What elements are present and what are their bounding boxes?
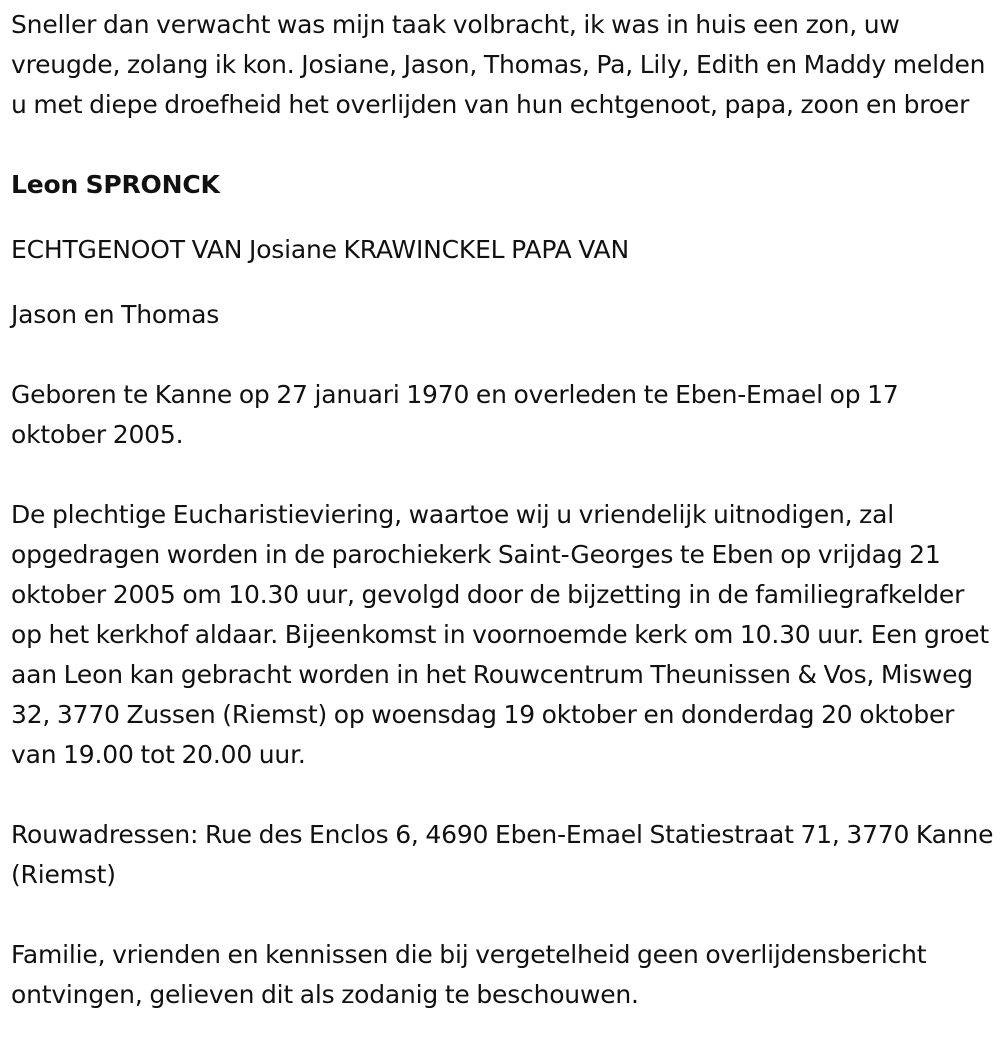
ceremony-paragraph: De plechtige Eucharistieviering, waartoe wij u vriendelijk uitnodigen, zal opgedragen worden in de parochiekerk Saint-Georges te Eben op vrijdag 21 oktober 2005 om 10.30 uur, gevolgd door de bijzetting in de familiegrafkelder op het kerkhof aldaar. Bijeenkomst in voornoemde kerk om 10.30 uur. Een groet aan Leon kan gebracht worden in het Rouwcentrum Theunissen & Vos, Misweg 32, 3770 Zussen (Riemst) op woensdag 19 oktober en donderdag 20 oktober van 19.00 tot 20.00 uur. <box>11 500 990 769</box>
children-line: Jason en Thomas <box>11 300 220 329</box>
birth-death-paragraph: Geboren te Kanne op 27 januari 1970 en overleden te Eben-Emael op 17 oktober 2005. <box>11 380 899 449</box>
addresses-paragraph: Rouwadressen: Rue des Enclos 6, 4690 Eben-Emael Statiestraat 71, 3770 Kanne (Riemst) <box>11 820 994 889</box>
spouse-line: ECHTGENOOT VAN Josiane KRAWINCKEL PAPA VAN <box>11 235 629 264</box>
intro-paragraph: Sneller dan verwacht was mijn taak volbracht, ik was in huis een zon, uw vreugde, zolang ik kon. Josiane, Jason, Thomas, Pa, Lily, Edith en Maddy melden u met diepe droefheid het overlijden van hun echtgenoot, papa, zoon en broer <box>11 10 986 119</box>
deceased-name: Leon SPRONCK <box>11 170 220 199</box>
closing-paragraph: Familie, vrienden en kennissen die bij vergetelheid geen overlijdensbericht ontvingen, gelieven dit als zodanig te beschouwen. <box>11 940 927 1009</box>
obituary-document <box>11 5 995 1015</box>
